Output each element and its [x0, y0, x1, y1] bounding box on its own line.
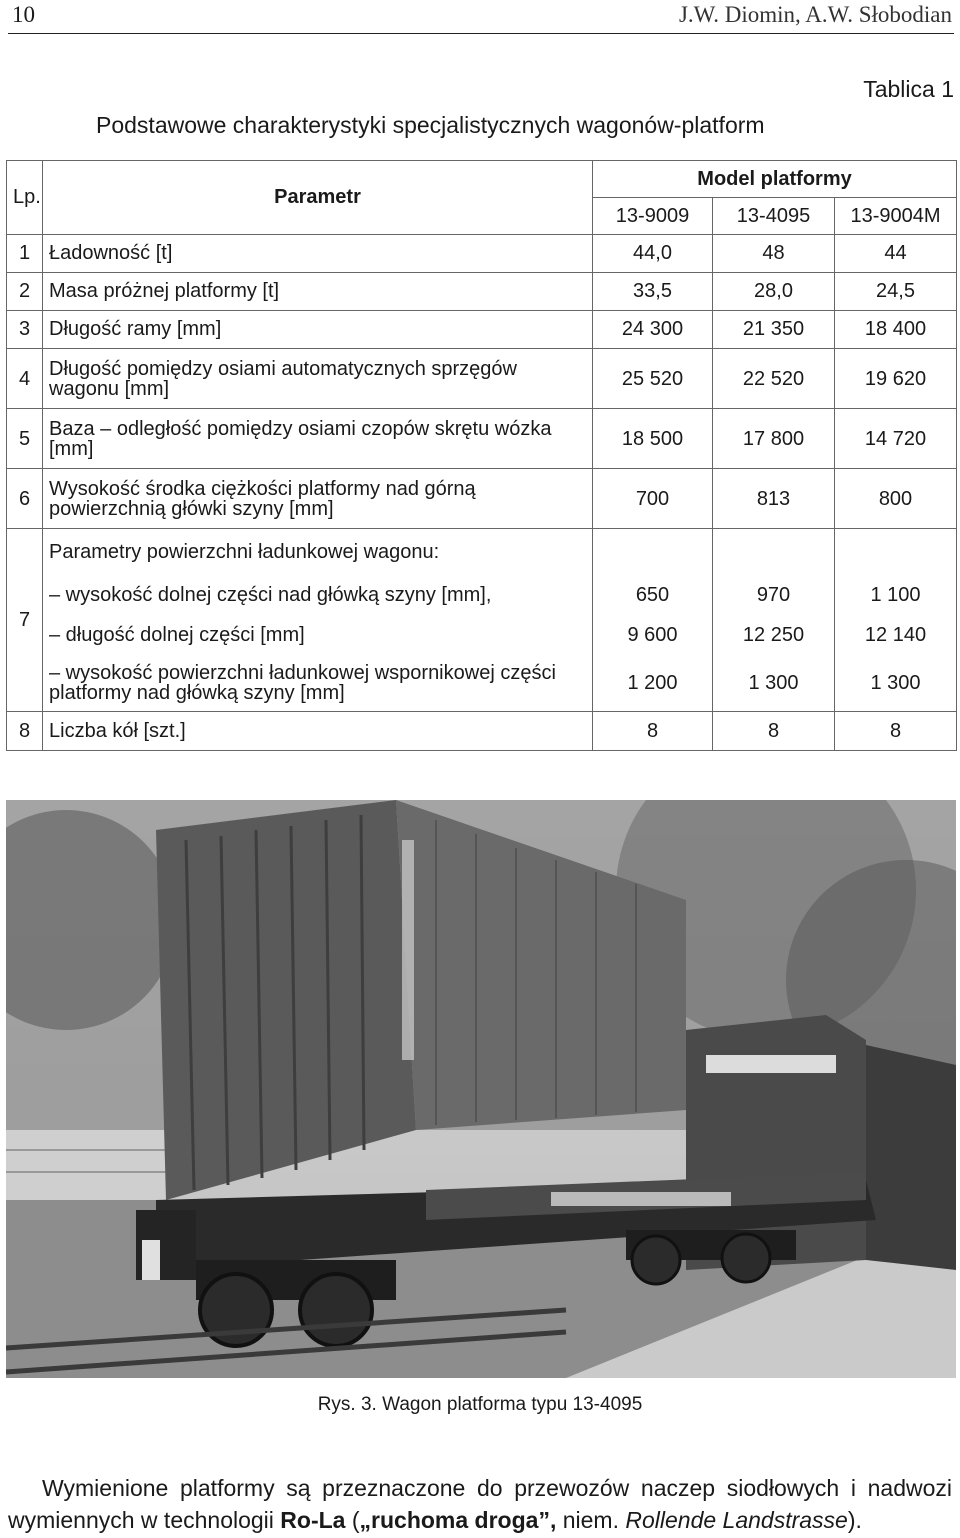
empty-cell [713, 529, 835, 576]
running-head: J.W. Diomin, A.W. Słobodian [678, 2, 952, 27]
parameters-table [6, 160, 957, 751]
row-number: 3 [7, 311, 43, 349]
body-italic-1: Rollende Landstrasse [625, 1507, 848, 1533]
row-number: 4 [7, 349, 43, 409]
row-parameter: – wysokość dolnej części nad główką szyny [mm], [43, 575, 593, 615]
empty-cell [835, 529, 957, 576]
row-parameter: Wysokość środka ciężkości platformy nad górną powierzchnią główki szyny [mm] [43, 469, 593, 529]
row-parameter: Długość ramy [mm] [43, 311, 593, 349]
cell-value: 970 [713, 575, 835, 615]
cell-value: 18 500 [593, 409, 713, 469]
table-row [7, 349, 957, 409]
table-subrow [7, 615, 957, 655]
page-number: 10 [12, 2, 35, 27]
cell-value: 8 [593, 712, 713, 751]
row-parameter-heading: Parametry powierzchni ładunkowej wagonu: [43, 529, 593, 576]
cell-value: 12 140 [835, 615, 957, 655]
cell-value: 1 300 [835, 655, 957, 712]
row-parameter: Baza – odległość pomiędzy osiami czopów skrętu wózka [mm] [43, 409, 593, 469]
row-parameter: Masa próżnej platformy [t] [43, 273, 593, 311]
body-text-3: niem. [556, 1507, 626, 1533]
cell-value: 21 350 [713, 311, 835, 349]
cell-value: 17 800 [713, 409, 835, 469]
cell-value: 14 720 [835, 409, 957, 469]
cell-value: 12 250 [713, 615, 835, 655]
row-number: 7 [7, 529, 43, 712]
cell-value: 800 [835, 469, 957, 529]
cell-value: 44,0 [593, 235, 713, 273]
cell-value: 19 620 [835, 349, 957, 409]
cell-value: 24,5 [835, 273, 957, 311]
row-number: 6 [7, 469, 43, 529]
row-number: 2 [7, 273, 43, 311]
body-text-4: ). [847, 1507, 862, 1533]
cell-value: 1 300 [713, 655, 835, 712]
empty-cell [593, 529, 713, 576]
table-header-row [7, 161, 957, 198]
wagon-photo-illustration [6, 800, 956, 1378]
page-header [8, 0, 954, 34]
cell-value: 33,5 [593, 273, 713, 311]
cell-value: 25 520 [593, 349, 713, 409]
table-row [7, 409, 957, 469]
body-text-2: ( [345, 1507, 360, 1533]
cell-value: 650 [593, 575, 713, 615]
column-header-model: Model platformy [593, 161, 957, 198]
cell-value: 9 600 [593, 615, 713, 655]
table-subrow [7, 575, 957, 615]
cell-value: 813 [713, 469, 835, 529]
body-text-1: Wymienione platformy są przeznaczone do przewozów naczep siodłowych i nadwozi wymiennych w technologii [8, 1475, 952, 1533]
cell-value: 22 520 [713, 349, 835, 409]
row-parameter: Ładowność [t] [43, 235, 593, 273]
body-bold-2: „ruchoma droga”, [359, 1507, 557, 1533]
cell-value: 24 300 [593, 311, 713, 349]
row-number: 1 [7, 235, 43, 273]
table-row [7, 469, 957, 529]
cell-value: 700 [593, 469, 713, 529]
cell-value: 1 200 [593, 655, 713, 712]
cell-value: 1 100 [835, 575, 957, 615]
cell-value: 44 [835, 235, 957, 273]
cell-value: 18 400 [835, 311, 957, 349]
row-number: 5 [7, 409, 43, 469]
model-header: 13-9004M [835, 198, 957, 235]
cell-value: 8 [835, 712, 957, 751]
row-parameter: Liczba kół [szt.] [43, 712, 593, 751]
row-parameter: – długość dolnej części [mm] [43, 615, 593, 655]
table-row [7, 273, 957, 311]
model-header: 13-9009 [593, 198, 713, 235]
row-number: 8 [7, 712, 43, 751]
table-row [7, 311, 957, 349]
body-paragraph [8, 1472, 952, 1536]
table-row [7, 712, 957, 751]
row-parameter: – wysokość powierzchni ładunkowej wspornikowej części platformy nad główką szyny [mm] [43, 655, 593, 712]
column-header-parameter: Parametr [43, 161, 593, 235]
cell-value: 48 [713, 235, 835, 273]
table-row [7, 235, 957, 273]
table-subrow [7, 655, 957, 712]
column-header-lp: Lp. [7, 161, 43, 235]
table-row [7, 529, 957, 576]
body-bold-1: Ro-La [280, 1507, 346, 1533]
row-parameter: Długość pomiędzy osiami automatycznych sprzęgów wagonu [mm] [43, 349, 593, 409]
figure-caption: Rys. 3. Wagon platforma typu 13-4095 [317, 1394, 643, 1415]
table-title: Podstawowe charakterystyki specjalistycznych wagonów-platform [96, 112, 765, 138]
model-header: 13-4095 [713, 198, 835, 235]
table-label: Tablica 1 [863, 76, 954, 102]
wagon-photo [6, 800, 956, 1378]
cell-value: 8 [713, 712, 835, 751]
cell-value: 28,0 [713, 273, 835, 311]
